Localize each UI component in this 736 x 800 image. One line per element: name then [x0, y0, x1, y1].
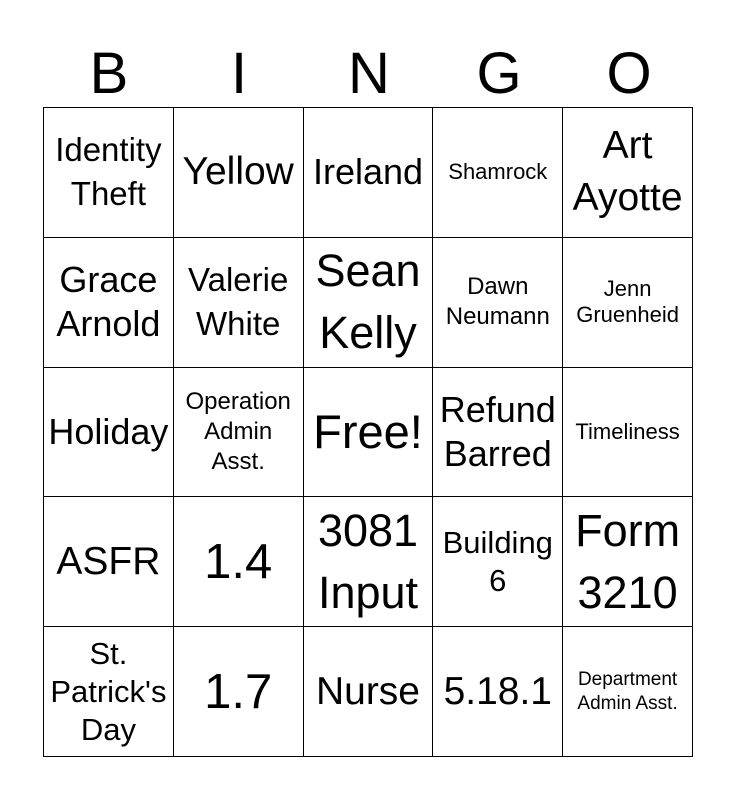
- cell-text: Art Ayotte: [572, 124, 683, 220]
- cell-text: Sean Kelly: [315, 245, 421, 359]
- cell-text: Refund Barred: [439, 388, 556, 474]
- cell-text: Ireland: [312, 151, 424, 193]
- cell-text: Department Admin Asst.: [577, 668, 678, 714]
- header-letter-o: O: [606, 41, 652, 106]
- bingo-cell-r1c5[interactable]: [563, 108, 693, 238]
- bingo-cell-r5c3[interactable]: [304, 627, 434, 757]
- cell-text: Valerie White: [188, 261, 289, 343]
- bingo-cell-r4c5[interactable]: [563, 497, 693, 627]
- cell-text: Identity Theft: [55, 131, 162, 213]
- header-letter-b: B: [89, 41, 129, 106]
- bingo-cell-r4c3[interactable]: [304, 497, 434, 627]
- bingo-cell-r5c4[interactable]: [433, 627, 563, 757]
- header-letter-n: N: [348, 41, 390, 106]
- bingo-cell-r1c2[interactable]: [174, 108, 304, 238]
- header-letter-g: G: [476, 41, 522, 106]
- bingo-cell-r4c1[interactable]: [44, 497, 174, 627]
- bingo-cell-r2c4[interactable]: [433, 238, 563, 368]
- cell-text: ASFR: [56, 539, 161, 583]
- cell-text: Jenn Gruenheid: [576, 276, 679, 328]
- cell-text: Grace Arnold: [56, 259, 161, 345]
- bingo-cell-r2c1[interactable]: [44, 238, 174, 368]
- bingo-cell-r1c3[interactable]: [304, 108, 434, 238]
- cell-text: Free!: [313, 404, 423, 458]
- cell-text: Building 6: [442, 524, 553, 598]
- cell-text: Yellow: [182, 150, 294, 194]
- bingo-cell-r2c3[interactable]: [304, 238, 434, 368]
- bingo-cell-r3c2[interactable]: [174, 368, 304, 498]
- bingo-cell-r4c4[interactable]: [433, 497, 563, 627]
- bingo-cell-r3c5[interactable]: [563, 368, 693, 498]
- cell-text: 1.4: [204, 534, 273, 589]
- bingo-cell-r3c1[interactable]: [44, 368, 174, 498]
- cell-text: Form 3210: [575, 504, 681, 618]
- bingo-board: [43, 107, 693, 757]
- cell-text: Operation Admin Asst.: [185, 387, 291, 475]
- bingo-cell-r5c5[interactable]: [563, 627, 693, 757]
- cell-text: St. Patrick's Day: [50, 635, 167, 747]
- bingo-cell-r2c2[interactable]: [174, 238, 304, 368]
- bingo-cell-r1c4[interactable]: [433, 108, 563, 238]
- cell-text: 1.7: [204, 664, 273, 719]
- bingo-cell-r5c2[interactable]: [174, 627, 304, 757]
- cell-text: 3081 Input: [317, 504, 419, 618]
- cell-text: Shamrock: [448, 159, 548, 185]
- cell-text: Dawn Neumann: [445, 273, 550, 331]
- bingo-cell-r5c1[interactable]: [44, 627, 174, 757]
- bingo-cell-r4c2[interactable]: [174, 497, 304, 627]
- bingo-cell-r2c5[interactable]: [563, 238, 693, 368]
- cell-text: Nurse: [315, 669, 421, 713]
- bingo-cell-r3c4[interactable]: [433, 368, 563, 498]
- bingo-header: [44, 40, 694, 108]
- cell-text: Timeliness: [575, 418, 680, 444]
- bingo-cell-r3c3[interactable]: [304, 368, 434, 498]
- cell-text: Holiday: [48, 410, 169, 452]
- header-letter-i: I: [230, 41, 248, 106]
- cell-text: 5.18.1: [443, 669, 552, 713]
- bingo-cell-r1c1[interactable]: [44, 108, 174, 238]
